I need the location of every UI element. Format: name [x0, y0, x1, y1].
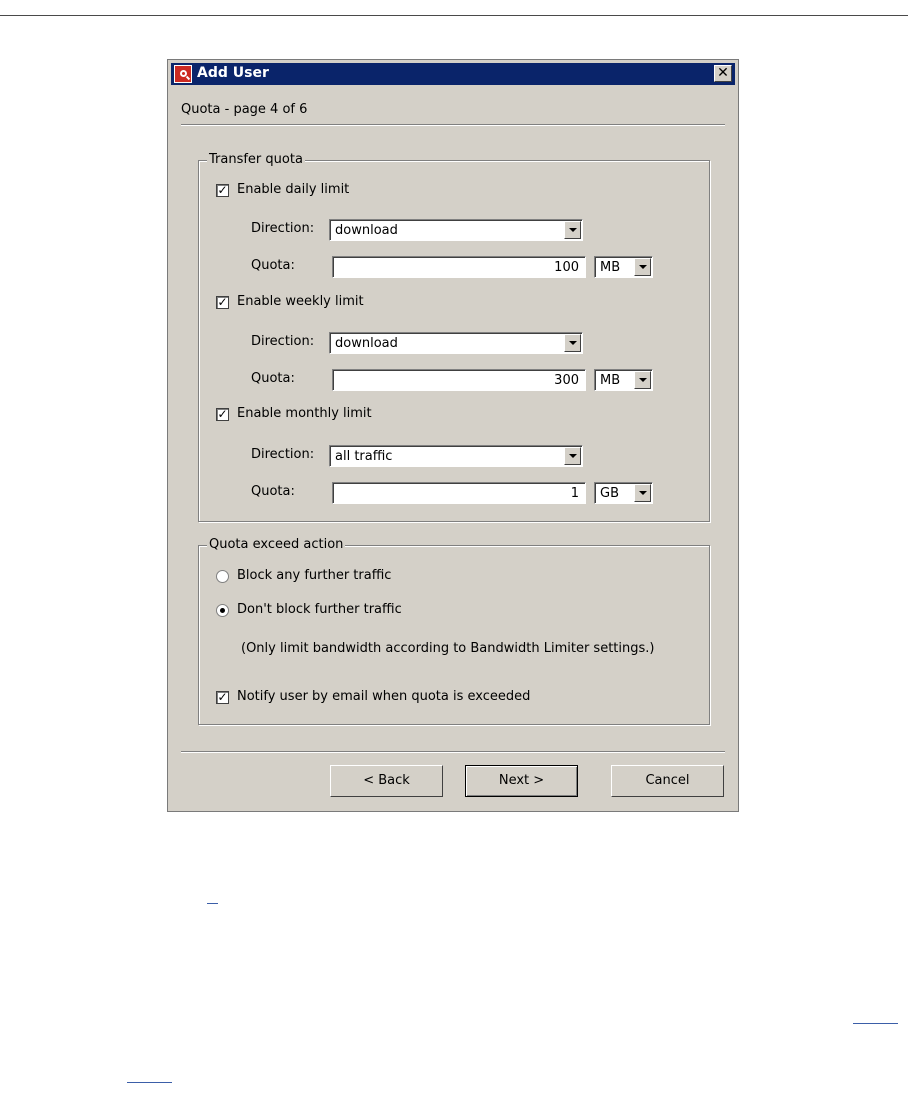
monthly-quota-label: Quota: — [251, 484, 295, 499]
chevron-down-icon[interactable] — [564, 221, 581, 239]
enable-daily-label: Enable daily limit — [237, 182, 350, 197]
daily-direction-label: Direction: — [251, 221, 315, 236]
monthly-direction-select[interactable] — [329, 445, 583, 467]
weekly-quota-input[interactable] — [332, 369, 586, 391]
user-app-icon — [174, 65, 192, 83]
chevron-down-icon[interactable] — [634, 484, 651, 502]
transfer-quota-group — [198, 152, 710, 522]
weekly-quota-value: 300 — [554, 373, 579, 388]
weekly-quota-label: Quota: — [251, 371, 295, 386]
weekly-direction-select[interactable] — [329, 332, 583, 354]
weekly-direction-label: Direction: — [251, 334, 315, 349]
weekly-unit-value: MB — [600, 373, 621, 388]
monthly-direction-value: all traffic — [335, 449, 393, 464]
daily-unit-select[interactable] — [594, 256, 653, 278]
header-divider — [181, 124, 725, 126]
monthly-unit-select[interactable] — [594, 482, 653, 504]
daily-quota-input[interactable] — [332, 256, 586, 278]
monthly-quota-value: 1 — [570, 486, 579, 501]
close-icon[interactable]: ✕ — [714, 65, 732, 82]
weekly-unit-select[interactable] — [594, 369, 653, 391]
daily-quota-value: 100 — [554, 260, 579, 275]
monthly-quota-input[interactable] — [332, 482, 586, 504]
enable-weekly-checkbox[interactable] — [216, 296, 229, 309]
notify-email-label: Notify user by email when quota is exceeded — [237, 689, 531, 704]
chevron-down-icon[interactable] — [634, 371, 651, 389]
chevron-down-icon[interactable] — [634, 258, 651, 276]
page-top-rule — [0, 15, 908, 16]
notify-email-checkbox[interactable] — [216, 691, 229, 704]
checkmark-icon: ✓ — [217, 183, 228, 197]
checkmark-icon: ✓ — [217, 295, 228, 309]
enable-daily-checkbox[interactable] — [216, 184, 229, 197]
next-button[interactable]: Next > — [465, 765, 578, 797]
add-user-dialog — [167, 59, 739, 812]
title-bar[interactable] — [171, 63, 735, 85]
dialog-title: Add User — [197, 65, 269, 81]
checkmark-icon: ✓ — [217, 407, 228, 421]
monthly-direction-label: Direction: — [251, 447, 315, 462]
page-subtitle: Quota - page 4 of 6 — [181, 102, 308, 117]
enable-weekly-label: Enable weekly limit — [237, 294, 364, 309]
enable-monthly-checkbox[interactable] — [216, 408, 229, 421]
link-underline-mark — [207, 903, 218, 904]
quota-exceed-action-group — [198, 537, 710, 725]
link-underline-mark — [127, 1082, 172, 1083]
link-underline-mark — [853, 1023, 898, 1024]
back-button[interactable]: < Back — [330, 765, 443, 797]
daily-direction-value: download — [335, 223, 398, 238]
weekly-direction-value: download — [335, 336, 398, 351]
dont-block-traffic-label: Don't block further traffic — [237, 602, 402, 617]
block-traffic-label: Block any further traffic — [237, 568, 392, 583]
dont-block-traffic-radio[interactable] — [216, 604, 229, 617]
enable-monthly-label: Enable monthly limit — [237, 406, 372, 421]
chevron-down-icon[interactable] — [564, 447, 581, 465]
cancel-button[interactable]: Cancel — [611, 765, 724, 797]
daily-unit-value: MB — [600, 260, 621, 275]
block-traffic-radio[interactable] — [216, 570, 229, 583]
daily-direction-select[interactable] — [329, 219, 583, 241]
chevron-down-icon[interactable] — [564, 334, 581, 352]
monthly-unit-value: GB — [600, 486, 619, 501]
daily-quota-label: Quota: — [251, 258, 295, 273]
footer-divider — [181, 751, 725, 753]
bandwidth-limiter-note: (Only limit bandwidth according to Bandwidth Limiter settings.) — [241, 641, 655, 656]
transfer-quota-label: Transfer quota — [209, 152, 303, 167]
quota-exceed-action-label: Quota exceed action — [209, 537, 344, 552]
checkmark-icon: ✓ — [217, 690, 228, 704]
